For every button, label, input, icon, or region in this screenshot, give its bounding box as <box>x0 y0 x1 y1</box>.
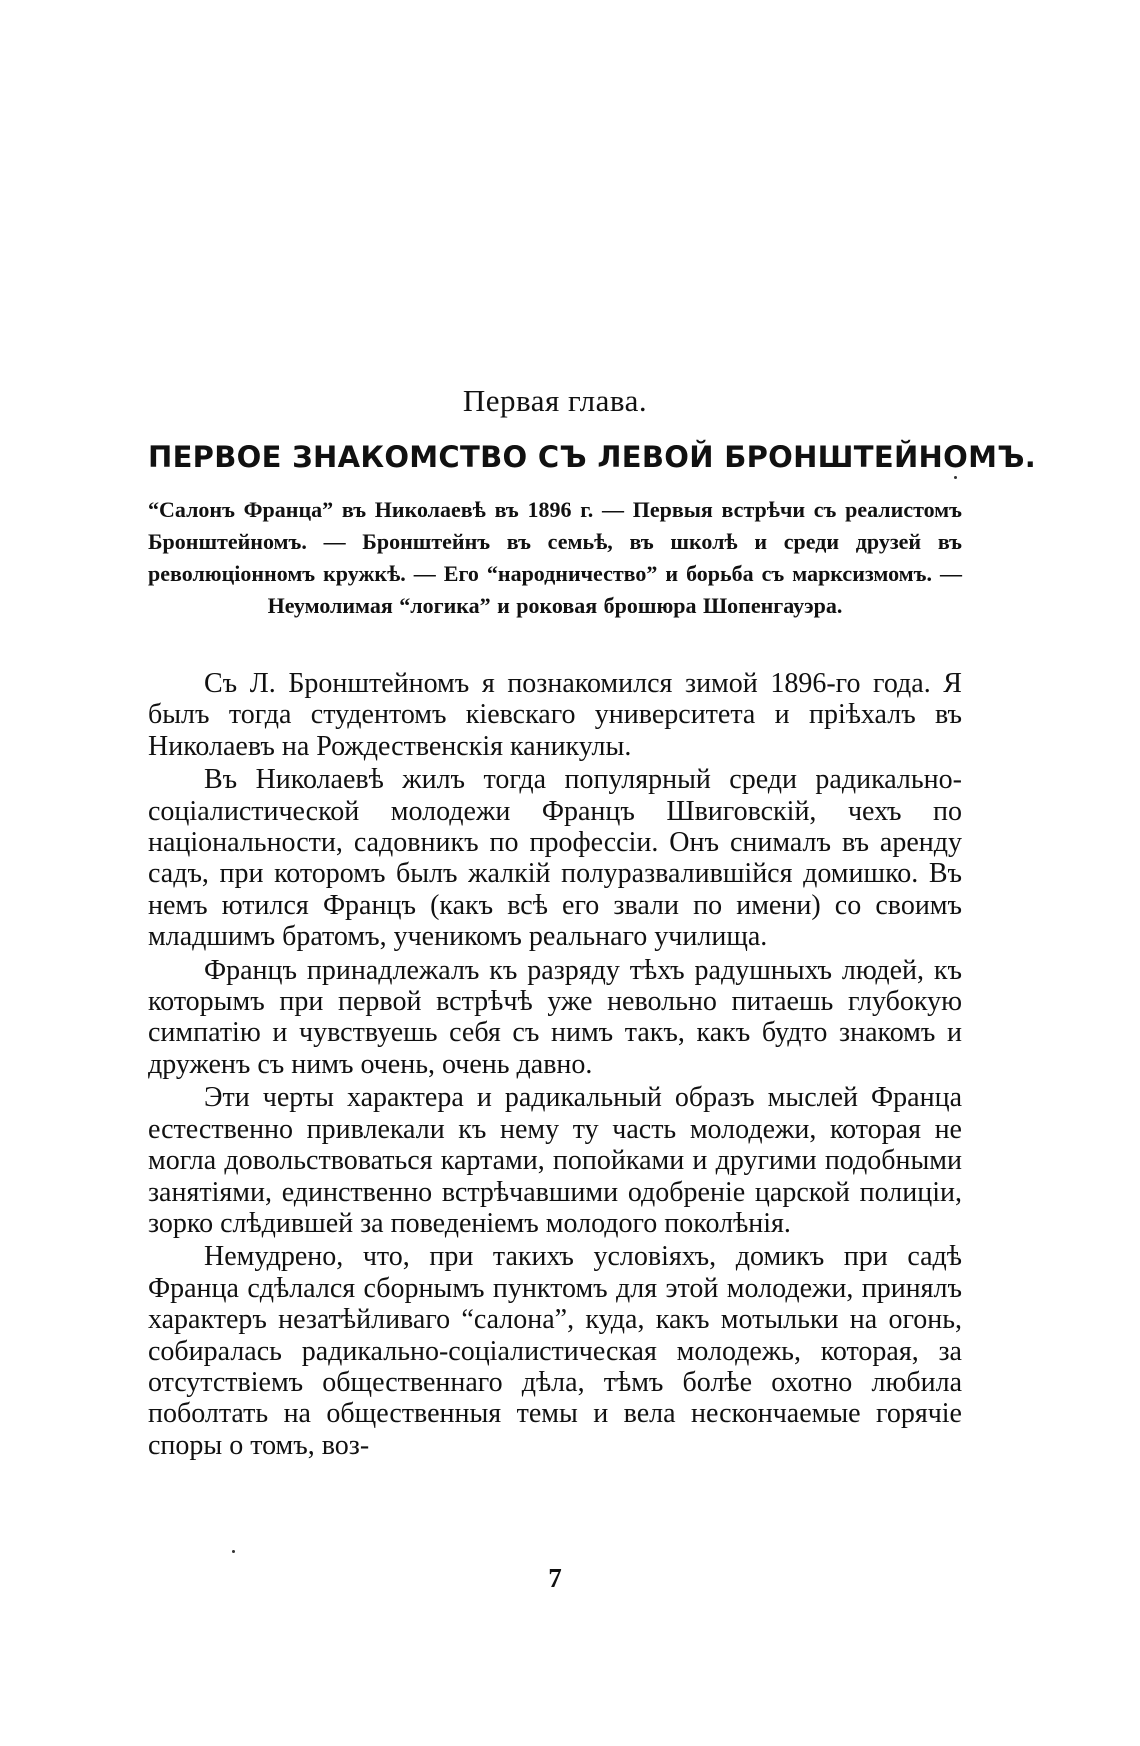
paragraph: Съ Л. Бронштейномъ я познакомился зимой 1896-го года. Я былъ тогда студентомъ кіевскаго университета и пріѣхалъ въ Николаевъ на Рождественскія каникулы. <box>148 668 962 762</box>
page-number: 7 <box>548 1563 562 1593</box>
print-speck <box>232 1550 235 1553</box>
print-speck <box>954 476 957 479</box>
paragraph: Францъ принадлежалъ къ разряду тѣхъ радушныхъ людей, къ которымъ при первой встрѣчѣ уже невольно питаешь глубокую симпатію и чувствуешь себя съ нимъ такъ, какъ будто знакомъ и друженъ съ нимъ очень, очень давно. <box>148 954 962 1080</box>
paragraph: Немудрено, что, при такихъ условіяхъ, домикъ при садѣ Франца сдѣлался сборнымъ пунктомъ для этой молодежи, принялъ характеръ незатѣйливаго “салона”, куда, какъ мотыльки на огонь, собиралась радикально-соціалистическая молодежь, которая, за отсутствіемъ общественнаго дѣла, тѣмъ болѣе охотно любила поболтать на общественныя темы и вела нескончаемые горячіе споры о томъ, воз- <box>148 1241 962 1461</box>
chapter-label: Первая глава. <box>462 383 648 418</box>
paragraph: Въ Николаевѣ жилъ тогда популярный среди радикально-соціалистической молодежи Францъ Швиговскій, чехъ по національности, садовникъ по профессіи. Онъ снималъ въ аренду садъ, при которомъ былъ жалкій полуразвалившійся домишко. Въ немъ ютился Францъ (какъ всѣ его звали по имени) со своимъ младшимъ братомъ, ученикомъ реальнаго училища. <box>148 764 962 953</box>
chapter-summary: “Салонъ Франца” въ Николаевѣ въ 1896 г. — Первыя встрѣчи съ реалистомъ Бронштейномъ. — Бронштейнъ въ семьѣ, въ школѣ и среди друзей въ революціонномъ кружкѣ. — Его “народничество” и борьба съ марксизмомъ. — Неумолимая “логика” и роковая брошюра Шопенгауэра. <box>148 497 962 618</box>
chapter-title: ПЕРВОЕ ЗНАКОМСТВО СЪ ЛЕВОЙ БРОНШТЕЙНОМЪ. <box>148 440 1037 474</box>
chapter-body <box>148 668 962 1461</box>
paragraph: Эти черты характера и радикальный образъ мыслей Франца естественно привлекали къ нему ту часть молодежи, которая не могла довольствоваться картами, попойками и другими подобными занятіями, единственно встрѣчавшими одобреніе царской полиціи, зорко слѣдившей за поведеніемъ молодого поколѣнія. <box>148 1082 962 1239</box>
